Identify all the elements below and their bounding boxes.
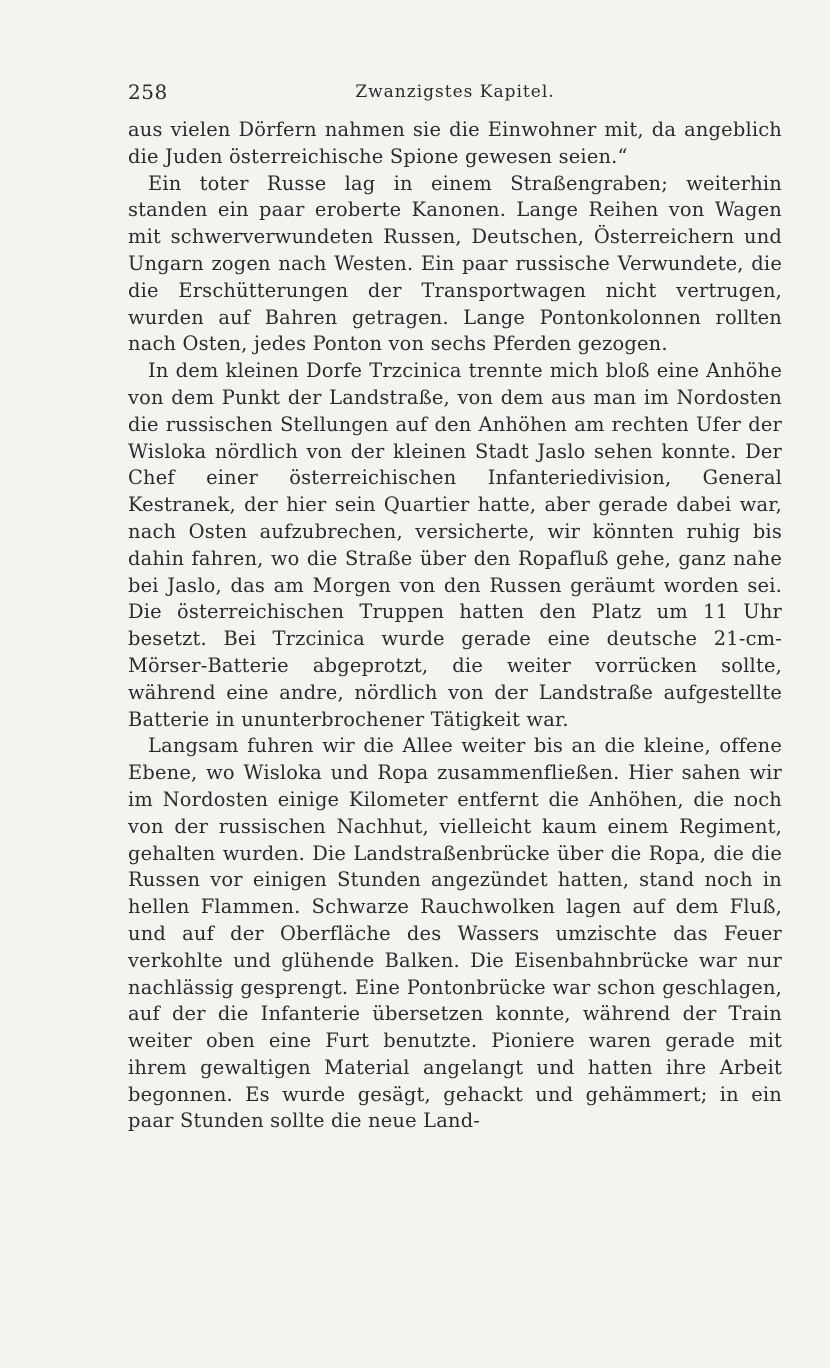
paragraph: Langsam fuhren wir die Allee weiter bis an die kleine, offene Ebene, wo Wisloka und Ropa zusammenfließen. Hier sahen wir im Nordosten einige Kilometer entfernt die Anhöhen, die noch von der russischen Nachhut, vielleicht kaum einem Regiment, gehalten wurden. Die Landstraßenbrücke über die Ropa, die die Russen vor einigen Stunden angezündet hatten, stand noch in hellen Flammen. Schwarze Rauchwolken lagen auf dem Fluß, und auf der Oberfläche des Wassers umzischte das Feuer verkohlte und glühende Balken. Die Eisenbahnbrücke war nur nachlässig gesprengt. Eine Pontonbrücke war schon geschlagen, auf der die Infanterie übersetzen konnte, während der Train weiter oben eine Furt benutzte. Pioniere waren gerade mit ihrem gewaltigen Material angelangt und hatten ihre Arbeit begonnen. Es wurde gesägt, gehackt und gehämmert; in ein paar Stunden sollte die neue Land- <box>128 734 782 1133</box>
body-text <box>128 117 782 1135</box>
running-head: Zwanzigstes Kapitel. <box>355 82 555 102</box>
paragraph: In dem kleinen Dorfe Trzcinica trennte mich bloß eine Anhöhe von dem Punkt der Landstraße, von dem aus man im Nordosten die russischen Stellungen auf den Anhöhen am rechten Ufer der Wisloka nördlich von der kleinen Stadt Jaslo sehen konnte. Der Chef einer österreichischen Infanteriedivision, General Kestranek, der hier sein Quartier hatte, aber gerade dabei war, nach Osten aufzubrechen, versicherte, wir könnten ruhig bis dahin fahren, wo die Straße über den Ropafluß gehe, ganz nahe bei Jaslo, das am Morgen von den Russen geräumt worden sei. Die österreichischen Truppen hatten den Platz um 11 Uhr besetzt. Bei Trzcinica wurde gerade eine deutsche 21-cm-Mörser-Batterie abgeprotzt, die weiter vorrücken sollte, während eine andre, nördlich von der Landstraße aufgestellte Batterie in ununterbrochener Tätigkeit war. <box>128 359 782 731</box>
paragraph: Ein toter Russe lag in einem Straßengraben; weiterhin standen ein paar eroberte Kanonen. Lange Reihen von Wagen mit schwerverwundeten Russen, Deutschen, Österreichern und Ungarn zogen nach Westen. Ein paar russische Verwundete, die die Erschütterungen der Transportwagen nicht vertrugen, wurden auf Bahren getragen. Lange Pontonkolonnen rollten nach Osten, jedes Ponton von sechs Pferden gezogen. <box>128 171 782 356</box>
page-number: 258 <box>128 80 168 104</box>
page-header <box>128 78 782 106</box>
paragraph-continuation: aus vielen Dörfern nahmen sie die Einwohner mit, da angeblich die Juden österreichische Spione gewesen seien.“ <box>128 118 782 168</box>
